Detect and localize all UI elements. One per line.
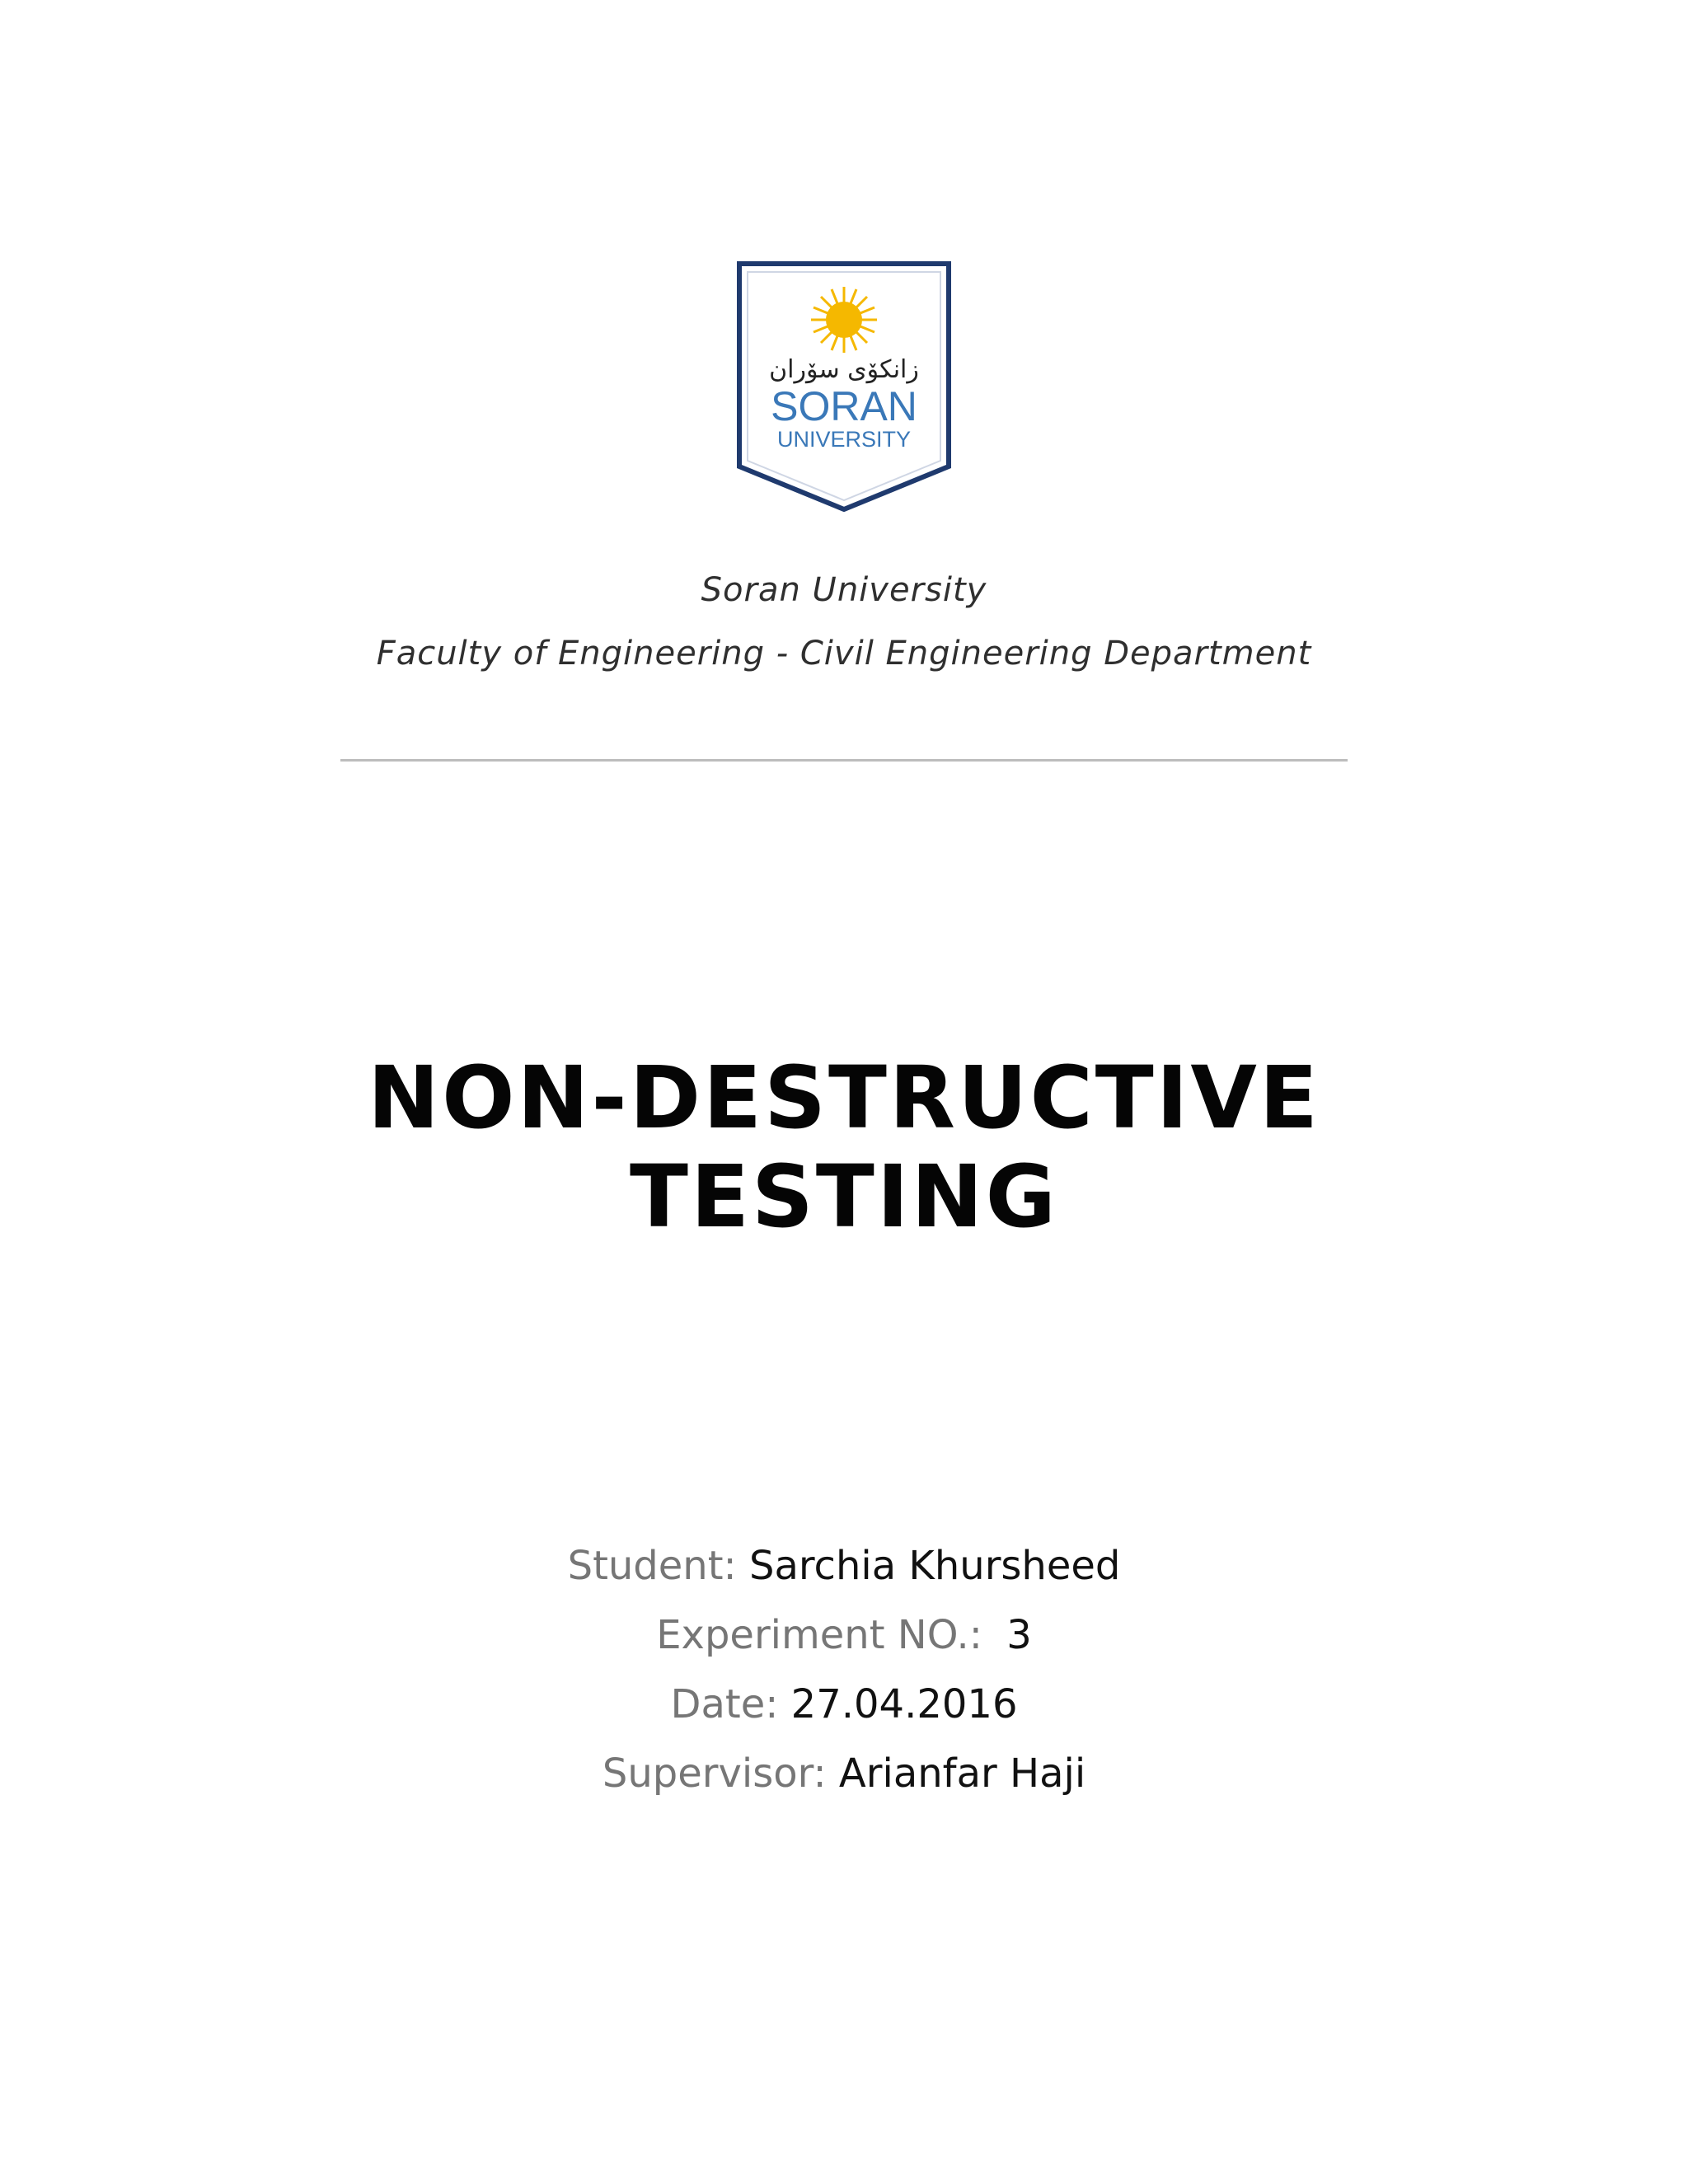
student-value: Sarchia Khursheed — [748, 1543, 1121, 1589]
logo-name-text: SORAN — [771, 383, 917, 429]
university-shield-icon — [736, 260, 952, 513]
experiment-row — [0, 1610, 1688, 1660]
logo-subtitle-text: UNIVERSITY — [776, 427, 912, 452]
university-logo — [736, 260, 952, 513]
divider — [340, 759, 1348, 762]
date-label: Date: — [670, 1681, 779, 1727]
supervisor-label: Supervisor: — [602, 1750, 827, 1797]
supervisor-row — [0, 1749, 1688, 1798]
date-row — [0, 1680, 1688, 1729]
sun-icon — [811, 287, 877, 353]
report-title-line-1: NON-DESTRUCTIVE — [368, 1047, 1320, 1148]
experiment-value: 3 — [1006, 1612, 1032, 1658]
experiment-label: Experiment NO.: — [656, 1612, 982, 1658]
supervisor-value: Arianfar Haji — [838, 1750, 1086, 1797]
student-row — [0, 1541, 1688, 1591]
report-title-line-2: TESTING — [630, 1146, 1058, 1247]
logo-script-text: زانكۆی سۆران — [769, 355, 919, 384]
faculty-name: Faculty of Engineering - Civil Engineering Department — [376, 635, 1312, 673]
student-label: Student: — [567, 1543, 737, 1589]
university-name: Soran University — [701, 571, 987, 609]
date-value: 27.04.2016 — [790, 1681, 1018, 1727]
